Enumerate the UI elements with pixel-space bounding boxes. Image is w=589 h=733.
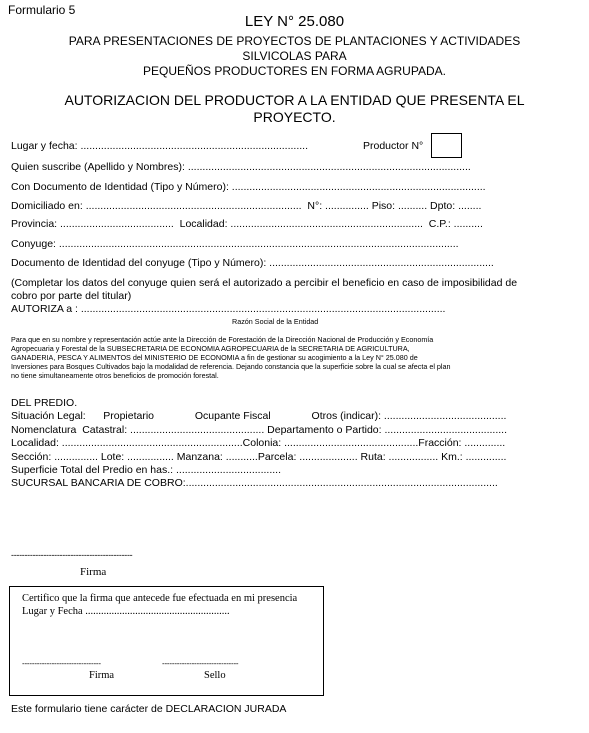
signature-line[interactable]: --------------------------------------------- bbox=[11, 550, 133, 560]
lugar-fecha-field[interactable]: Lugar y fecha: .............................................................................. bbox=[11, 140, 309, 152]
sucursal-bancaria-field[interactable]: SUCURSAL BANCARIA DE COBRO:........................................................................................................... bbox=[11, 477, 498, 489]
productor-number-box[interactable] bbox=[431, 133, 462, 158]
documento-field[interactable]: Con Documento de Identidad (Tipo y Número): ....................................................................................... bbox=[11, 181, 486, 193]
localidad-predio-field[interactable]: Localidad: ..............................................................Colonia: ..............................................Fracción: .............. bbox=[11, 437, 506, 449]
paragraph-line-3: GANADERIA, PESCA Y ALIMENTOS del MINISTERIO DE ECONOMIA a fin de gestionar su acogimiento a la Ley N° 25.080 de bbox=[11, 353, 418, 362]
section-title-line-1: AUTORIZACION DEL PRODUCTOR A LA ENTIDAD QUE PRESENTA EL bbox=[64, 92, 525, 108]
domiciliado-field[interactable]: Domiciliado en: .......................................................................... N°: ............... Piso: .......... Dpto: ........ bbox=[11, 200, 482, 212]
certification-box bbox=[9, 586, 324, 696]
subtitle-line-2: SILVICOLAS PARA bbox=[242, 49, 347, 63]
nota-line-1: (Completar los datos del conyuge quien será el autorizado a percibir el beneficio en caso de imposibilidad de bbox=[11, 277, 518, 289]
paragraph-line-4: Inversiones para Bosques Cultivados bajo la modalidad de referencia. Dejando constancia que la superficie sobre la cual se afecta el plan bbox=[11, 362, 451, 371]
paragraph-line-1: Para que en su nombre y representación actúe ante la Dirección de Forestación de la Dirección Nacional de Producción y Economía bbox=[11, 335, 434, 344]
predio-heading: DEL PREDIO. bbox=[11, 397, 78, 409]
superficie-field[interactable]: Superficie Total del Predio en has.: .................................... bbox=[11, 464, 282, 476]
quien-suscribe-field[interactable]: Quien suscribe (Apellido y Nombres): ................................................................................................. bbox=[11, 161, 471, 173]
cert-firma-label: Firma bbox=[89, 670, 115, 681]
cert-sello-line[interactable]: ------------------------------- bbox=[162, 659, 239, 668]
subtitle-line-3: PEQUEÑOS PRODUCTORES EN FORMA AGRUPADA. bbox=[143, 64, 446, 78]
paragraph-line-5: no tiene simultaneamente otros beneficios de promoción forestal. bbox=[11, 371, 219, 380]
signature-label: Firma bbox=[80, 566, 107, 578]
section-title-line-2: PROYECTO. bbox=[253, 109, 336, 125]
cert-sello-label: Sello bbox=[204, 670, 226, 681]
seccion-field[interactable]: Sección: ............... Lote: ................ Manzana: ...........Parcela: .................... Ruta: ................. Km.: .............. bbox=[11, 451, 507, 463]
certification-text: Certifico que la firma que antecede fue efectuada en mi presencia bbox=[22, 593, 298, 604]
form-label: Formulario 5 bbox=[8, 3, 76, 17]
subtitle-line-1: PARA PRESENTACIONES DE PROYECTOS DE PLANTACIONES Y ACTIVIDADES bbox=[68, 34, 521, 48]
autoriza-field[interactable]: AUTORIZA a : ............................................................................................................................. bbox=[11, 303, 446, 315]
situacion-legal-field[interactable]: Situación Legal: Propietario Ocupante Fiscal Otros (indicar): .......................................... bbox=[11, 410, 507, 422]
conyuge-field[interactable]: Conyuge: ......................................................................................................................................... bbox=[11, 238, 459, 250]
productor-label: Productor N° bbox=[363, 140, 424, 152]
razon-social-caption: Razón Social de la Entidad bbox=[232, 317, 319, 326]
nomenclatura-field[interactable]: Nomenclatura Catastral: .............................................. Departamento o Partido: .......................................... bbox=[11, 424, 507, 436]
law-title: LEY N° 25.080 bbox=[244, 13, 345, 30]
provincia-field[interactable]: Provincia: ....................................... Localidad: .................................................................. C.P.: .......... bbox=[11, 218, 483, 230]
certification-lugar-fecha[interactable]: Lugar y Fecha ....................................................... bbox=[22, 606, 230, 617]
declaration-footer: Este formulario tiene carácter de DECLARACION JURADA bbox=[11, 703, 287, 715]
doc-conyuge-field[interactable]: Documento de Identidad del conyuge (Tipo y Número): ............................................................................. bbox=[11, 257, 494, 269]
nota-line-2: cobro por parte del titular) bbox=[11, 290, 132, 302]
cert-firma-line[interactable]: -------------------------------- bbox=[22, 659, 101, 668]
paragraph-line-2: Agropecuaria y Forestal de la SUBSECRETARIA DE ECONOMIA AGROPECUARIA de la SECRETARIA DE AGRICULTURA, bbox=[11, 344, 410, 353]
